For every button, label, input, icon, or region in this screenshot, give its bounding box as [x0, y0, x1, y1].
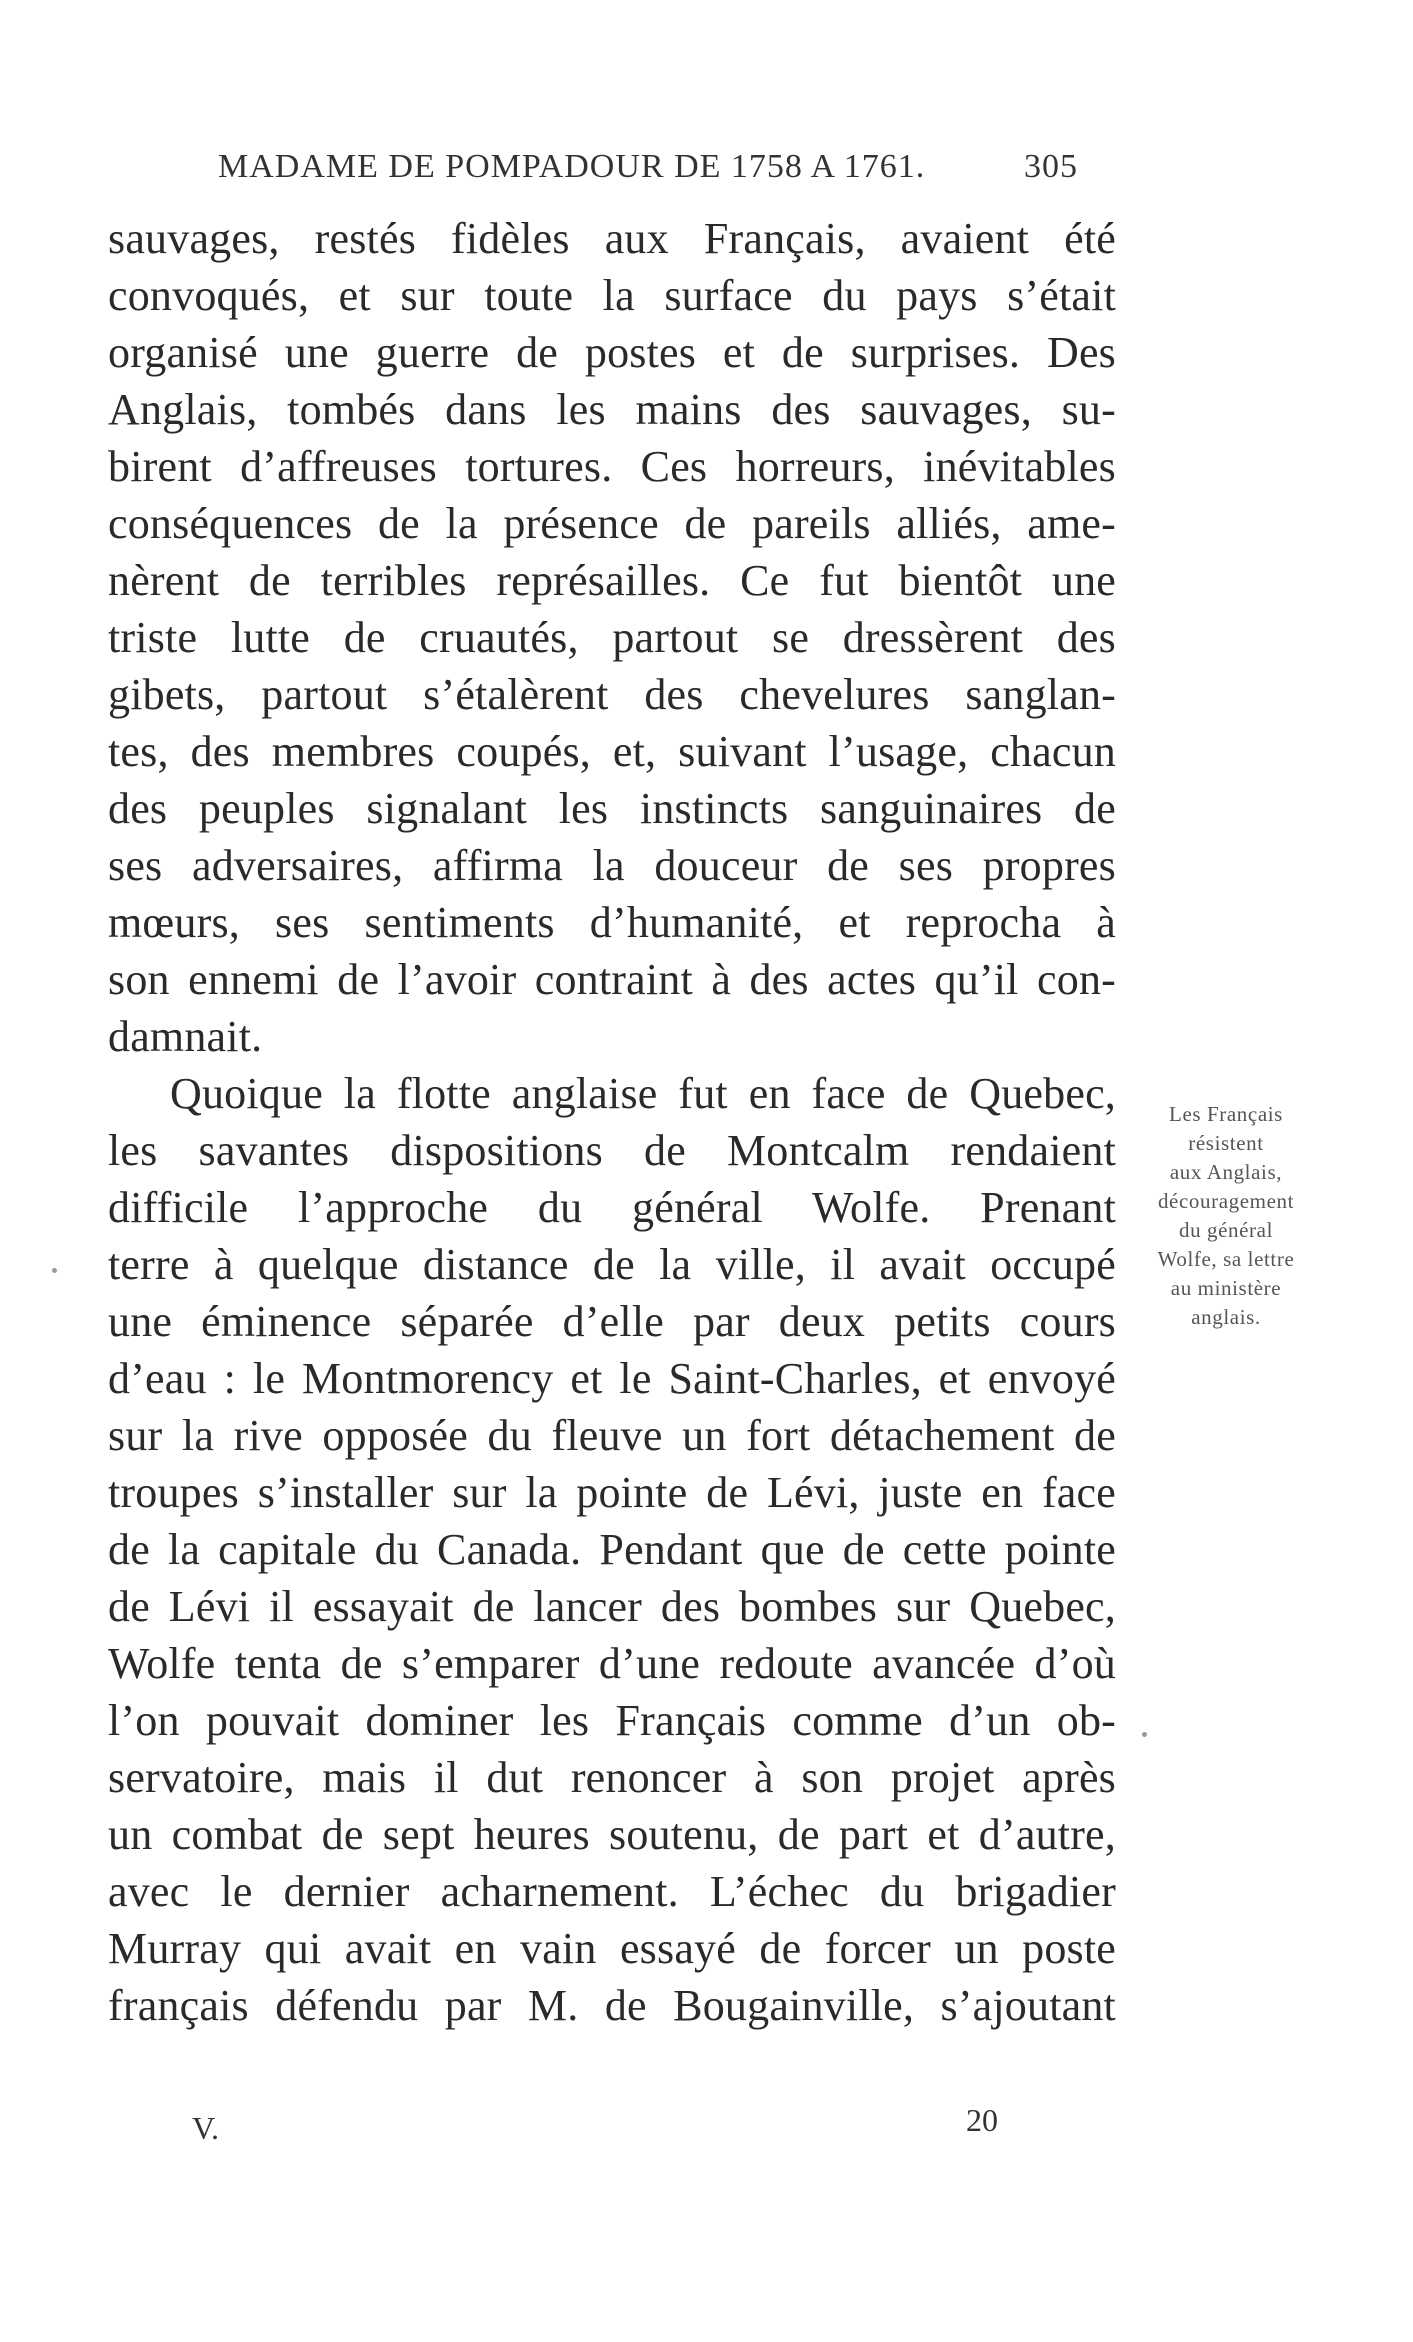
text-line: sauvages, restés fidèles aux Français, avaient été [108, 214, 1116, 263]
text-line: son ennemi de l’avoir contraint à des actes qu’il con- [108, 955, 1116, 1004]
print-speck [52, 1268, 57, 1273]
text-line: un combat de sept heures soutenu, de part et d’autre, [108, 1810, 1116, 1859]
text-line: Quoique la flotte anglaise fut en face de Quebec, [170, 1069, 1116, 1118]
running-head [218, 148, 1078, 198]
text-line: triste lutte de cruautés, partout se dressèrent des [108, 613, 1116, 662]
text-line: troupes s’installer sur la pointe de Lévi, juste en face [108, 1468, 1116, 1517]
text-line: de la capitale du Canada. Pendant que de cette pointe [108, 1525, 1116, 1574]
text-line: des peuples signalant les instincts sanguinaires de [108, 784, 1116, 833]
text-line: l’on pouvait dominer les Français comme d’un ob- [108, 1696, 1116, 1745]
page-number: 305 [1024, 148, 1078, 185]
text-line: convoqués, et sur toute la surface du pays s’était [108, 271, 1116, 320]
margin-note [1128, 1100, 1324, 1332]
running-title: MADAME DE POMPADOUR DE 1758 A 1761. [218, 148, 926, 185]
text-line: terre à quelque distance de la ville, il avait occupé [108, 1240, 1116, 1289]
margin-note-line: anglais. [1191, 1305, 1261, 1329]
main-text [108, 210, 1116, 2034]
text-line: gibets, partout s’étalèrent des chevelures sanglan- [108, 670, 1116, 719]
text-line: damnait. [108, 1012, 263, 1061]
signature-mark: V. [192, 2110, 219, 2146]
text-line: une éminence séparée d’elle par deux petits cours [108, 1297, 1116, 1346]
text-line: Wolfe tenta de s’emparer d’une redoute avancée d’où [108, 1639, 1116, 1688]
text-line: avec le dernier acharnement. L’échec du brigadier [108, 1867, 1116, 1916]
text-line: Murray qui avait en vain essayé de forcer un poste [108, 1924, 1116, 1973]
text-line: birent d’affreuses tortures. Ces horreurs, inévitables [108, 442, 1116, 491]
text-line: mœurs, ses sentiments d’humanité, et reprocha à [108, 898, 1116, 947]
text-line: d’eau : le Montmorency et le Saint-Charles, et envoyé [108, 1354, 1116, 1403]
margin-note-line: aux Anglais, [1169, 1160, 1283, 1184]
margin-note-line: Wolfe, sa lettre [1157, 1247, 1295, 1271]
sheet-number: 20 [966, 2102, 998, 2138]
text-line: Anglais, tombés dans les mains des sauvages, su- [108, 385, 1116, 434]
text-line: nèrent de terribles représailles. Ce fut bientôt une [108, 556, 1116, 605]
margin-note-line: au ministère [1170, 1276, 1282, 1300]
text-line: sur la rive opposée du fleuve un fort détachement de [108, 1411, 1116, 1460]
text-line: ses adversaires, affirma la douceur de ses propres [108, 841, 1116, 890]
text-line: français défendu par M. de Bougainville, s’ajoutant [108, 1981, 1116, 2030]
margin-note-line: du général [1178, 1218, 1274, 1242]
margin-note-line: Les Français [1169, 1102, 1283, 1126]
text-line: servatoire, mais il dut renoncer à son projet après [108, 1753, 1116, 1802]
text-line: difficile l’approche du général Wolfe. Prenant [108, 1183, 1116, 1232]
margin-note-line: résistent [1188, 1131, 1264, 1155]
text-line: tes, des membres coupés, et, suivant l’usage, chacun [108, 727, 1116, 776]
text-line: organisé une guerre de postes et de surprises. Des [108, 328, 1116, 377]
text-line: les savantes dispositions de Montcalm rendaient [108, 1126, 1116, 1175]
margin-note-line: découragement [1157, 1189, 1295, 1213]
print-speck [1142, 1732, 1147, 1737]
text-line: de Lévi il essayait de lancer des bombes sur Quebec, [108, 1582, 1116, 1631]
text-line: conséquences de la présence de pareils alliés, ame- [108, 499, 1116, 548]
